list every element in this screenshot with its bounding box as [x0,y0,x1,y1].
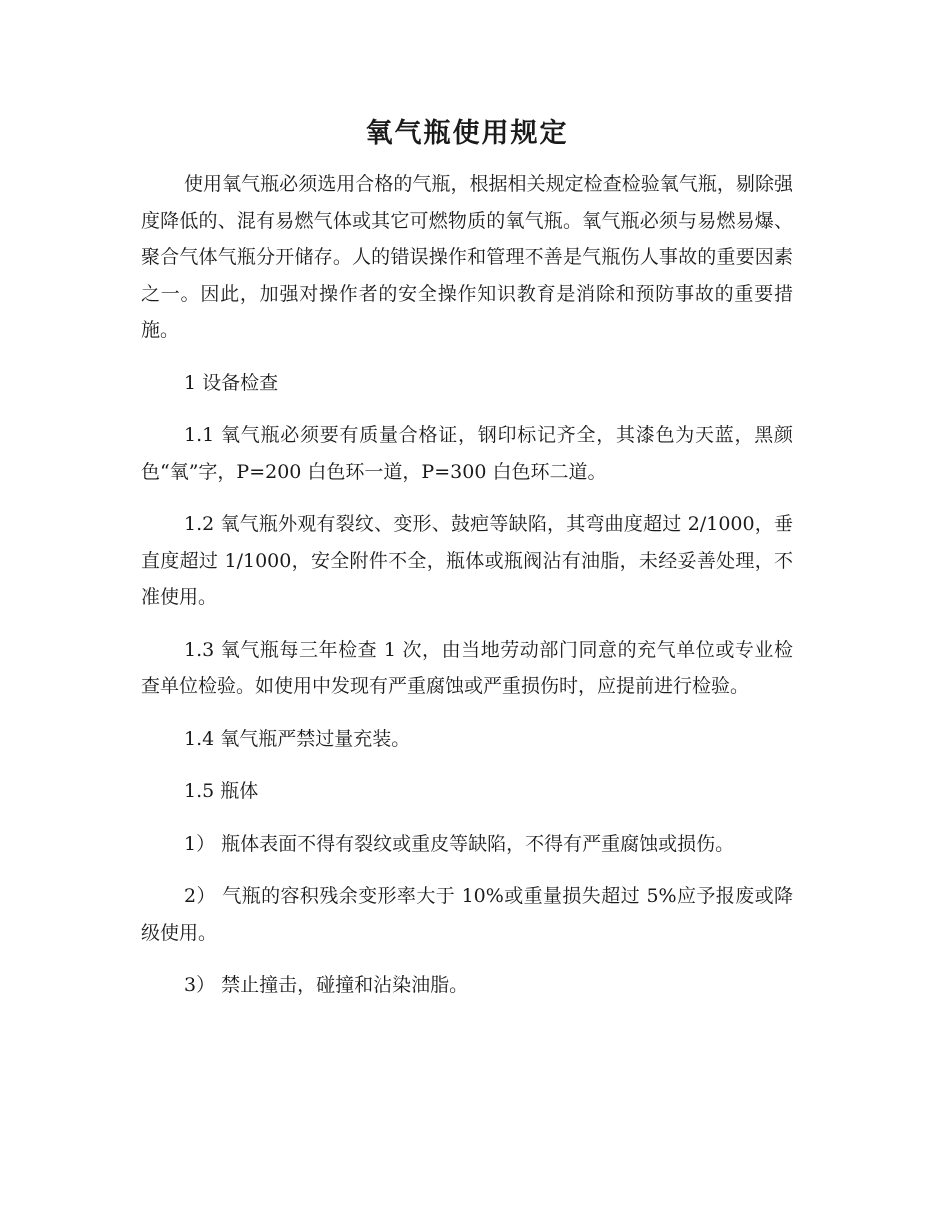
list-item-3: 3） 禁止撞击，碰撞和沾染油脂。 [184,974,469,996]
intro-paragraph: 使用氧气瓶必须选用合格的气瓶，根据相关规定检查检验氧气瓶，剔除强度降低的、混有易燃气体或其它可燃物质的氧气瓶。氧气瓶必须与易燃易爆、聚合气体气瓶分开储存。人的错误操作和管理不善是气瓶伤人事故的重要因素之一。因此，加强对操作者的安全操作知识教育是消除和预防事故的重要措施。 [141,173,793,341]
clause-1-2: 1.2 氧气瓶外观有裂纹、变形、鼓疤等缺陷，其弯曲度超过 2/1000，垂直度超过 1/1000，安全附件不全，瓶体或瓶阀沾有油脂，未经妥善处理，不准使用。 [141,513,793,608]
clause-1-5-heading: 1.5 瓶体 [184,780,259,802]
section-heading-equipment-check: 1 设备检查 [184,371,279,394]
list-item-2: 2） 气瓶的容积残余变形率大于 10%或重量损失超过 5%应予报废或降级使用。 [141,885,793,944]
clause-1-1: 1.1 氧气瓶必须要有质量合格证，钢印标记齐全，其漆色为天蓝，黑颜色“氧”字，P=200 白色环一道，P=300 白色环二道。 [141,424,793,483]
document-title: 氧气瓶使用规定 [365,118,569,149]
list-item-1: 1） 瓶体表面不得有裂纹或重皮等缺陷，不得有严重腐蚀或损伤。 [184,832,735,855]
clause-1-4: 1.4 氧气瓶严禁过量充装。 [184,727,411,750]
clause-1-3: 1.3 氧气瓶每三年检查 1 次，由当地劳动部门同意的充气单位或专业检查单位检验。如使用中发现有严重腐蚀或严重损伤时，应提前进行检验。 [141,638,793,697]
document-page [141,112,793,1004]
